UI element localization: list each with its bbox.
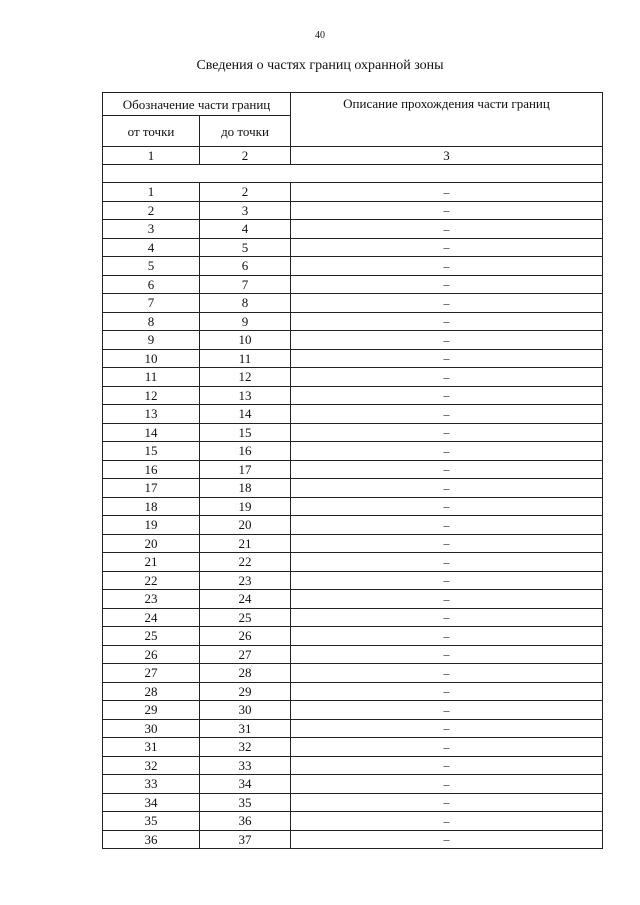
table-row (103, 516, 603, 535)
description-cell: – (291, 497, 603, 516)
to-point-cell: 20 (200, 516, 291, 535)
to-point-cell: 21 (200, 534, 291, 553)
table-row (103, 645, 603, 664)
page-number: 40 (315, 30, 325, 41)
table-row (103, 590, 603, 609)
to-point-cell: 19 (200, 497, 291, 516)
table-row (103, 275, 603, 294)
to-point-cell: 23 (200, 571, 291, 590)
document-title: Сведения о частях границ охранной зоны (196, 58, 444, 73)
column-number: 3 (291, 147, 603, 165)
from-point-cell: 25 (103, 627, 200, 646)
table-row (103, 442, 603, 461)
table-row (103, 738, 603, 757)
from-point-cell: 31 (103, 738, 200, 757)
table-row (103, 460, 603, 479)
description-cell: – (291, 775, 603, 794)
table-row (103, 312, 603, 331)
table-row (103, 775, 603, 794)
from-point-cell: 35 (103, 812, 200, 831)
description-cell: – (291, 534, 603, 553)
blank-cell (103, 165, 603, 183)
to-point-cell: 5 (200, 238, 291, 257)
from-point-cell: 24 (103, 608, 200, 627)
to-point-cell: 37 (200, 830, 291, 849)
from-point-cell: 15 (103, 442, 200, 461)
description-cell: – (291, 442, 603, 461)
description-cell: – (291, 756, 603, 775)
from-point-cell: 5 (103, 257, 200, 276)
table-row (103, 719, 603, 738)
description-cell: – (291, 571, 603, 590)
from-point-cell: 9 (103, 331, 200, 350)
description-cell: – (291, 793, 603, 812)
description-cell: – (291, 719, 603, 738)
table-row (103, 331, 603, 350)
description-cell: – (291, 423, 603, 442)
table-row (103, 294, 603, 313)
from-point-cell: 4 (103, 238, 200, 257)
description-cell: – (291, 238, 603, 257)
from-point-cell: 16 (103, 460, 200, 479)
description-cell: – (291, 460, 603, 479)
from-point-cell: 26 (103, 645, 200, 664)
from-point-cell: 32 (103, 756, 200, 775)
column-number: 2 (200, 147, 291, 165)
table-row (103, 701, 603, 720)
table-row (103, 553, 603, 572)
table-row (103, 608, 603, 627)
to-point-cell: 15 (200, 423, 291, 442)
table-row (103, 349, 603, 368)
from-point-cell: 11 (103, 368, 200, 387)
from-point-cell: 18 (103, 497, 200, 516)
from-point-cell: 2 (103, 201, 200, 220)
designation-header: Обозначение части границ (103, 93, 291, 116)
table-body (103, 147, 603, 849)
description-cell: – (291, 479, 603, 498)
description-cell: – (291, 553, 603, 572)
description-cell: – (291, 682, 603, 701)
table-row (103, 682, 603, 701)
to-point-cell: 36 (200, 812, 291, 831)
to-point-cell: 11 (200, 349, 291, 368)
from-point-cell: 7 (103, 294, 200, 313)
to-point-cell: 28 (200, 664, 291, 683)
description-cell: – (291, 627, 603, 646)
description-cell: – (291, 645, 603, 664)
from-point-cell: 30 (103, 719, 200, 738)
to-point-cell: 30 (200, 701, 291, 720)
table-row (103, 479, 603, 498)
description-cell: – (291, 349, 603, 368)
table-row (103, 830, 603, 849)
to-point-cell: 25 (200, 608, 291, 627)
to-point-cell: 22 (200, 553, 291, 572)
description-cell: – (291, 664, 603, 683)
from-point-cell: 19 (103, 516, 200, 535)
from-point-cell: 12 (103, 386, 200, 405)
from-point-cell: 33 (103, 775, 200, 794)
from-point-cell: 28 (103, 682, 200, 701)
to-point-cell: 3 (200, 201, 291, 220)
from-point-cell: 29 (103, 701, 200, 720)
description-cell: – (291, 368, 603, 387)
from-point-cell: 17 (103, 479, 200, 498)
from-point-cell: 20 (103, 534, 200, 553)
to-point-cell: 32 (200, 738, 291, 757)
description-cell: – (291, 201, 603, 220)
description-cell: – (291, 312, 603, 331)
table-row (103, 756, 603, 775)
description-cell: – (291, 812, 603, 831)
from-point-cell: 21 (103, 553, 200, 572)
to-point-cell: 33 (200, 756, 291, 775)
description-cell: – (291, 405, 603, 424)
description-header: Описание прохождения части границ (291, 93, 603, 147)
to-point-cell: 27 (200, 645, 291, 664)
to-point-cell: 4 (200, 220, 291, 239)
description-cell: – (291, 294, 603, 313)
to-point-cell: 2 (200, 183, 291, 202)
to-point-header: до точки (200, 116, 291, 147)
to-point-cell: 31 (200, 719, 291, 738)
from-point-cell: 36 (103, 830, 200, 849)
from-point-cell: 23 (103, 590, 200, 609)
description-cell: – (291, 701, 603, 720)
from-point-cell: 10 (103, 349, 200, 368)
table-row (103, 812, 603, 831)
table-row (103, 220, 603, 239)
description-cell: – (291, 590, 603, 609)
description-cell: – (291, 608, 603, 627)
from-point-cell: 6 (103, 275, 200, 294)
to-point-cell: 14 (200, 405, 291, 424)
column-number-row (103, 147, 603, 165)
to-point-cell: 16 (200, 442, 291, 461)
to-point-cell: 24 (200, 590, 291, 609)
description-cell: – (291, 738, 603, 757)
to-point-cell: 8 (200, 294, 291, 313)
to-point-cell: 18 (200, 479, 291, 498)
to-point-cell: 35 (200, 793, 291, 812)
to-point-cell: 9 (200, 312, 291, 331)
from-point-cell: 27 (103, 664, 200, 683)
table-row (103, 238, 603, 257)
table-row (103, 664, 603, 683)
from-point-cell: 3 (103, 220, 200, 239)
table-row (103, 201, 603, 220)
from-point-cell: 13 (103, 405, 200, 424)
table-row (103, 368, 603, 387)
to-point-cell: 29 (200, 682, 291, 701)
table-row (103, 793, 603, 812)
table-row (103, 627, 603, 646)
to-point-cell: 7 (200, 275, 291, 294)
table-row (103, 183, 603, 202)
boundary-parts-table (102, 92, 603, 849)
description-cell: – (291, 220, 603, 239)
table-row (103, 571, 603, 590)
from-point-cell: 34 (103, 793, 200, 812)
to-point-cell: 34 (200, 775, 291, 794)
from-point-cell: 1 (103, 183, 200, 202)
to-point-cell: 17 (200, 460, 291, 479)
column-number: 1 (103, 147, 200, 165)
blank-row (103, 165, 603, 183)
from-point-header: от точки (103, 116, 200, 147)
to-point-cell: 13 (200, 386, 291, 405)
to-point-cell: 6 (200, 257, 291, 276)
description-cell: – (291, 386, 603, 405)
to-point-cell: 26 (200, 627, 291, 646)
description-cell: – (291, 830, 603, 849)
table-row (103, 534, 603, 553)
description-cell: – (291, 331, 603, 350)
table-row (103, 257, 603, 276)
from-point-cell: 8 (103, 312, 200, 331)
to-point-cell: 12 (200, 368, 291, 387)
from-point-cell: 14 (103, 423, 200, 442)
table-row (103, 386, 603, 405)
to-point-cell: 10 (200, 331, 291, 350)
description-cell: – (291, 516, 603, 535)
description-cell: – (291, 275, 603, 294)
description-cell: – (291, 183, 603, 202)
table-row (103, 423, 603, 442)
table-row (103, 497, 603, 516)
from-point-cell: 22 (103, 571, 200, 590)
description-cell: – (291, 257, 603, 276)
table-row (103, 405, 603, 424)
